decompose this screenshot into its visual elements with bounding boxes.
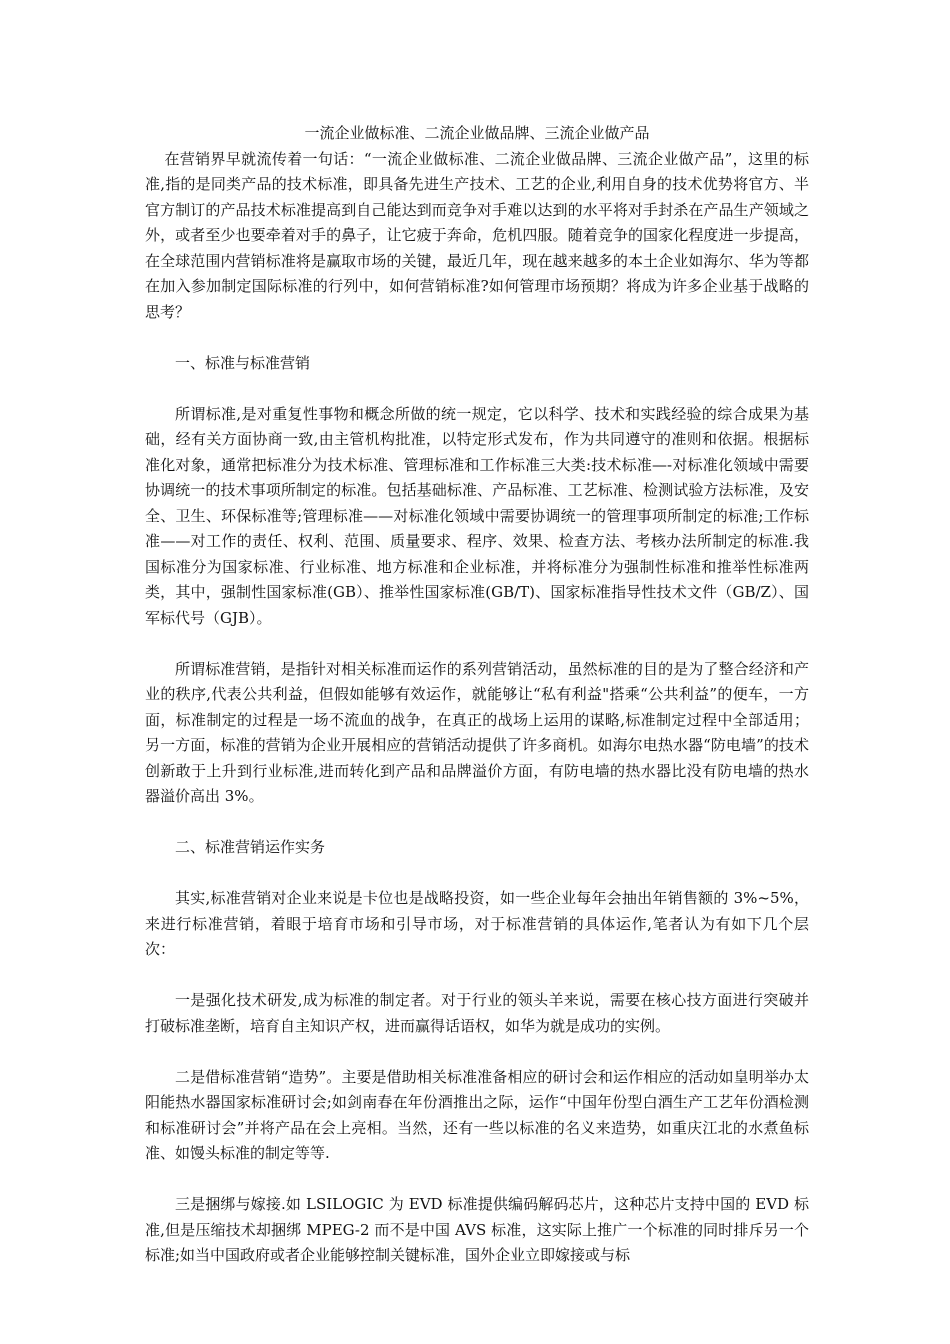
paragraph-spacer bbox=[145, 963, 809, 989]
section2-paragraph-4: 三是捆绑与嫁接.如 LSILOGIC 为 EVD 标准提供编码解码芯片，这种芯片支持中国的 EVD 标准,但是压缩技术却捆绑 MPEG-2 而不是中国 AVS 标准，这实际上推广一个标准的同时排斥另一个标准;如当中国政府或者企业能够控制关键标准，国外企业立即嫁接或与标 bbox=[145, 1195, 809, 1264]
section-heading-1: 一、标准与标准营销 bbox=[175, 353, 311, 372]
paragraph-spacer bbox=[145, 325, 809, 351]
paragraph-spacer bbox=[145, 1039, 809, 1065]
section2-paragraph-2: 一是强化技术研发,成为标准的制定者。对于行业的领头羊来说，需要在核心技方面进行突破并打破标准垄断，培育自主知识产权，进而赢得话语权，如华为就是成功的实例。 bbox=[145, 991, 809, 1035]
paragraph-spacer bbox=[145, 861, 809, 887]
section1-paragraph-2: 所谓标准营销，是指针对相关标准而运作的系列营销活动，虽然标准的目的是为了整合经济和产业的秩序,代表公共利益，但假如能够有效运作，就能够让“私有利益"搭乘“公共利益”的便车，一方面，标准制定的过程是一场不流血的战争，在真正的战场上运用的谋略,标准制定过程中全部适用；另一方面，标准的营销为企业开展相应的营销活动提供了许多商机。如海尔电热水器“防电墙”的技术创新敢于上升到行业标准,进而转化到产品和品牌溢价方面，有防电墙的热水器比没有防电墙的热水器溢价高出 3%。 bbox=[145, 659, 809, 805]
intro-paragraph: 在营销界早就流传着一句话：“一流企业做标准、二流企业做品牌、三流企业做产品”，这里的标准,指的是同类产品的技术标准，即具备先进生产技术、工艺的企业,利用自身的技术优势将官方、半官方制订的产品技术标准提高到自己能达到而竞争对手难以达到的水平将对手封杀在产品生产领域之外，或者至少也要牵着对手的鼻子，让它疲于奔命，危机四服。随着竞争的国家化程度进一步提高，在全球范围内营销标准将是赢取市场的关键，最近几年，现在越来越多的本土企业如海尔、华为等都在加入参加制定国际标准的行列中，如何营销标准?如何管理市场预期？将成为许多企业基于战略的思考？ bbox=[145, 149, 809, 321]
section-heading-2: 二、标准营销运作实务 bbox=[175, 838, 326, 856]
section2-paragraph-3: 二是借标准营销“造势”。主要是借助相关标准准备相应的研讨会和运作相应的活动如皇明举办太阳能热水器国家标准研讨会;如剑南春在年份酒推出之际，运作“中国年份型白酒生产工艺年份酒检测和标准研讨会”并将产品在会上亮相。当然，还有一些以标准的名义来造势，如重庆江北的水煮鱼标准、如馒头标准的制定等等. bbox=[145, 1067, 809, 1162]
section1-paragraph-1: 所谓标准,是对重复性事物和概念所做的统一规定，它以科学、技术和实践经验的综合成果为基础，经有关方面协商一致,由主管机构批准，以特定形式发布，作为共同遵守的准则和依据。根据标准化对象，通常把标准分为技术标准、管理标准和工作标准三大类:技术标准—-对标准化领域中需要协调统一的技术事项所制定的标准。包括基础标准、产品标准、工艺标准、检测试验方法标准，及安全、卫生、环保标准等;管理标准——对标准化领域中需要协调统一的管理事项所制定的标准;工作标准——对工作的责任、权利、范围、质量要求、程序、效果、检查方法、考核办法所制定的标准.我国标准分为国家标准、行业标准、地方标准和企业标准，并将标准分为强制性标准和推举性标准两类，其中，强制性国家标准(GB）、推举性国家标准(GB/T)、国家标准指导性技术文件（GB/Z）、国军标代号（GJB）。 bbox=[145, 404, 809, 627]
paragraph-spacer bbox=[145, 810, 809, 836]
paragraph-spacer bbox=[145, 376, 809, 402]
document-body bbox=[145, 121, 809, 1269]
section2-paragraph-1: 其实,标准营销对企业来说是卡位也是战略投资，如一些企业每年会抽出年销售额的 3%~5%，来进行标准营销，着眼于培育市场和引导市场，对于标准营销的具体运作,笔者认为有如下几个层次： bbox=[145, 889, 809, 958]
paragraph-spacer bbox=[145, 1167, 809, 1193]
document-title: 一流企业做标准、二流企业做品牌、三流企业做产品 bbox=[304, 124, 650, 142]
paragraph-spacer bbox=[145, 631, 809, 657]
